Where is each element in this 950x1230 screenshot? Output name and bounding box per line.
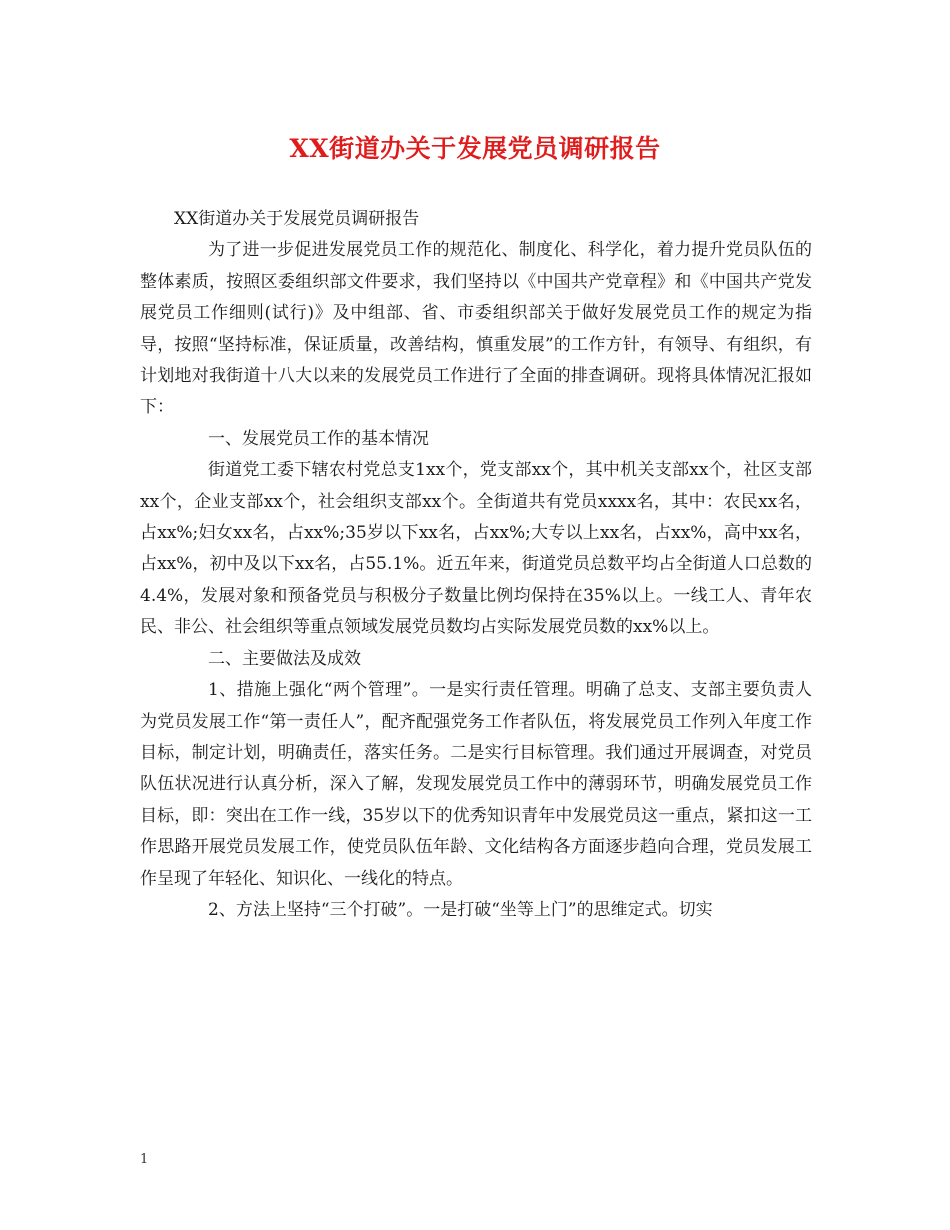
paragraph-intro: 为了进一步促进发展党员工作的规范化、制度化、科学化，着力提升党员队伍的整体素质，按照区委组织部文件要求，我们坚持以《中国共产党章程》和《中国共产党发展党员工作细则(试行)》及中组部、省、市委组织部关于做好发展党员工作的规定为指导，按照“坚持标准，保证质量，改善结构，慎重发展”的工作方针，有领导、有组织，有计划地对我街道十八大以来的发展党员工作进行了全面的排查调研。现将具体情况汇报如下： — [140, 240, 812, 418]
section-heading-1: 一、发展党员工作的基本情况 — [208, 428, 429, 449]
paragraph-basic-situation: 街道党工委下辖农村党总支1xx个，党支部xx个，其中机关支部xx个，社区支部xx个，企业支部xx个，社会组织支部xx个。全街道共有党员xxxx名，其中：农民xx名，占xx%;妇女xx名，占xx%;35岁以下xx名，占xx%;大专以上xx名，占xx%，高中xx名，占xx%，初中及以下xx名，占55.1%。近五年来，街道党员总数平均占全街道人口总数的4.4%，发展对象和预备党员与积极分子数量比例均保持在35%以上。一线工人、青年农民、非公、社会组织等重点领域发展党员数均占实际发展党员数的xx%以上。 — [140, 460, 812, 638]
paragraph-methods: 2、方法上坚持“三个打破”。一是打破“坐等上门”的思维定式。切实 — [208, 899, 713, 920]
document-subtitle: XX街道办关于发展党员调研报告 — [174, 209, 420, 229]
paragraph-measures: 1、措施上强化“两个管理”。一是实行责任管理。明确了总支、支部主要负责人为党员发展工作“第一责任人”，配齐配强党务工作者队伍，将发展党员工作列入年度工作目标，制定计划，明确责任，落实任务。二是实行目标管理。我们通过开展调查，对党员队伍状况进行认真分析，深入了解，发现发展党员工作中的薄弱环节，明确发展党员工作目标，即：突出在工作一线，35岁以下的优秀知识青年中发展党员这一重点，紧扣这一工作思路开展党员发展工作，使党员队伍年龄、文化结构各方面逐步趋向合理，党员发展工作呈现了年轻化、知识化、一线化的特点。 — [140, 680, 812, 889]
page-number: 1 — [140, 1152, 149, 1167]
section-heading-2: 二、主要做法及成效 — [208, 648, 361, 669]
document-title: XX街道办关于发展党员调研报告 — [289, 134, 661, 163]
document-body — [140, 204, 812, 926]
